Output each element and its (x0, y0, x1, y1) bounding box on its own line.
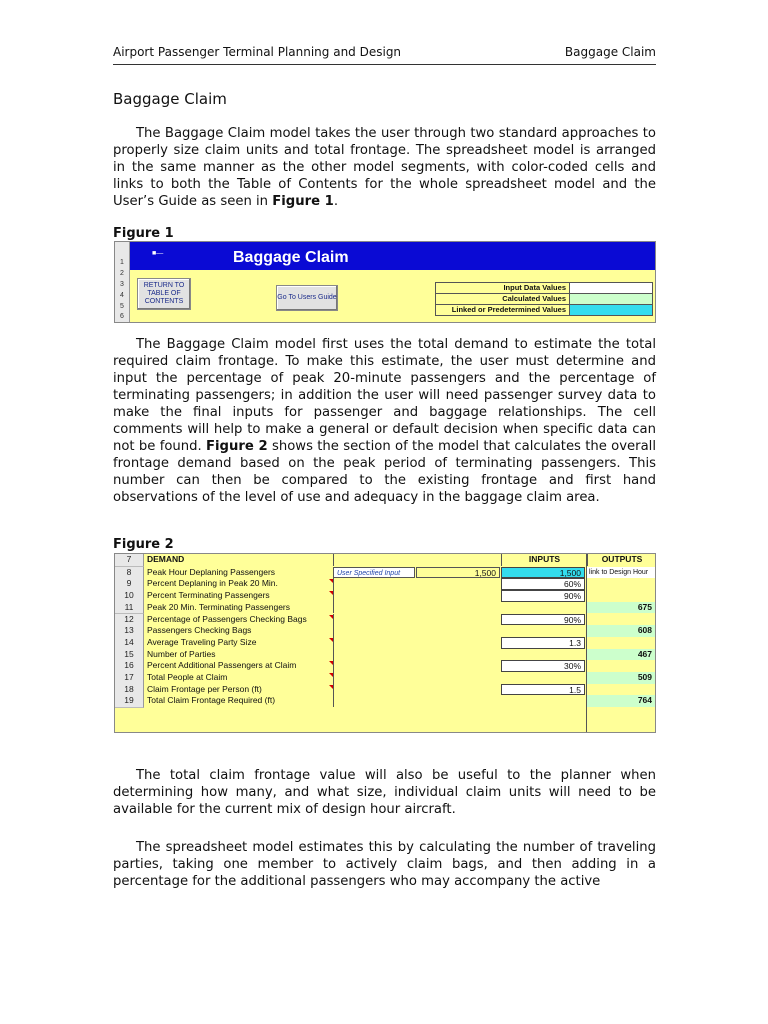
output-cell-empty (587, 590, 655, 602)
input-cell[interactable]: 1.3 (501, 637, 585, 649)
table-row (115, 695, 655, 707)
output-cell: 509 (587, 672, 655, 684)
header-doc-title: Airport Passenger Terminal Planning and Design (113, 45, 402, 59)
row-number: 19 (115, 695, 144, 708)
figure-2-spreadsheet (114, 553, 656, 733)
paragraph-3-text: The total claim frontage value will also be useful to the planner when determining how many, and what size, individual claim units will need to be available for the current mix of design hour aircraft. (113, 768, 656, 817)
legend-label: Linked or Predetermined Values (451, 305, 566, 314)
output-cell: 608 (587, 625, 655, 637)
return-to-toc-button[interactable]: RETURN TO TABLE OF CONTENTS (137, 278, 191, 310)
row-number: 1 (120, 259, 124, 266)
row-number: 6 (120, 313, 124, 320)
comment-indicator-icon[interactable] (329, 638, 333, 642)
paragraph-4-text: The spreadsheet model estimates this by calculating the number of traveling parties, taking one member to actively claim bags, and then adding in a percentage for the additional passengers who may accompany the active (113, 840, 656, 889)
comment-indicator-icon[interactable] (329, 685, 333, 689)
paragraph-3 (113, 767, 656, 818)
inputs-header: INPUTS (501, 554, 587, 566)
note-cell: User Specified Input (333, 567, 415, 579)
table-row (115, 590, 655, 602)
row-numbers (115, 242, 130, 322)
paragraph-2-text: The Baggage Claim model first uses the total demand to estimate the total required claim frontage. To make this estimate, the user must determine and input the percentage of peak 20-minute passengers and the percentage of terminating passengers; in addition the user will need passenger survey data to make the final inputs for passenger and baggage relationships. The cell comments will help to make a general or default decision when specific data can not be found. (113, 337, 656, 454)
table-row (115, 567, 655, 579)
output-cell: 467 (587, 649, 655, 661)
comment-indicator-icon[interactable] (329, 615, 333, 619)
title-bar (130, 242, 655, 270)
row-number: 11 (115, 602, 144, 615)
row-number: 18 (115, 684, 144, 697)
legend-swatch-calculated (569, 294, 652, 304)
row-label: Passengers Checking Bags (146, 625, 334, 637)
logo-icon: ■— (152, 250, 164, 257)
comment-indicator-icon[interactable] (329, 673, 333, 677)
row-label: Peak Hour Deplaning Passengers (146, 567, 334, 579)
output-cell-empty (587, 684, 655, 696)
table-row (115, 625, 655, 637)
legend-row-input (436, 283, 652, 293)
row-label: Total Claim Frontage Required (ft) (146, 695, 334, 707)
demand-header: DEMAND (146, 554, 334, 566)
row-number: 10 (115, 590, 144, 603)
table-row (115, 637, 655, 649)
section-heading: Baggage Claim (113, 90, 227, 108)
legend-swatch-input (569, 283, 652, 293)
row-number: 16 (115, 660, 144, 673)
paragraph-2 (113, 336, 656, 506)
row-number: 12 (115, 614, 144, 627)
row-label: Peak 20 Min. Terminating Passengers (146, 602, 334, 614)
color-legend (435, 282, 653, 316)
row-number: 2 (120, 270, 124, 277)
row-label: Percent Terminating Passengers (146, 590, 334, 602)
row-number: 3 (120, 281, 124, 288)
table-row (115, 649, 655, 661)
figure-1-ref: Figure 1 (272, 194, 334, 209)
figure-2-label: Figure 2 (113, 537, 174, 552)
legend-label: Calculated Values (502, 294, 566, 303)
header-row (115, 554, 655, 566)
paragraph-2-end: shows the section of the model that calculates the overall frontage demand based on the peak period of terminating passengers. This number can then be compared to the existing frontage and first hand observations of the level of use and adequacy in the baggage claim area. (113, 439, 656, 505)
comment-indicator-icon[interactable] (329, 591, 333, 595)
row-number: 9 (115, 578, 144, 591)
page-header (113, 44, 656, 65)
input-cell[interactable]: 1,500 (501, 567, 585, 579)
column-divider (586, 554, 587, 732)
input-cell[interactable]: 30% (501, 660, 585, 672)
go-to-users-guide-button[interactable]: Go To Users Guide (276, 285, 338, 311)
legend-row-calculated (436, 293, 652, 304)
row-label: Number of Parties (146, 649, 334, 661)
output-cell: 764 (587, 695, 655, 707)
row-label: Claim Frontage per Person (ft) (146, 684, 334, 696)
row-number: 7 (115, 554, 144, 567)
comment-indicator-icon[interactable] (329, 661, 333, 665)
output-cell-empty (587, 614, 655, 626)
figure-1-spreadsheet (114, 241, 656, 323)
output-cell-empty (587, 660, 655, 672)
input-cell[interactable]: 90% (501, 590, 585, 602)
row-label: Percent Additional Passengers at Claim (146, 660, 334, 672)
legend-row-linked (436, 304, 652, 315)
row-label: Total People at Claim (146, 672, 334, 684)
legend-label: Input Data Values (503, 283, 566, 292)
row-label: Average Traveling Party Size (146, 637, 334, 649)
paragraph-1 (113, 125, 656, 210)
comment-indicator-icon[interactable] (329, 579, 333, 583)
row-label: Percentage of Passengers Checking Bags (146, 614, 334, 626)
table-row (115, 660, 655, 672)
table-row (115, 602, 655, 614)
row-number: 13 (115, 625, 144, 638)
row-number: 5 (120, 303, 124, 310)
output-cell-empty (587, 637, 655, 649)
specified-value-cell: 1,500 (416, 567, 500, 579)
row-number: 4 (120, 292, 124, 299)
legend-swatch-linked (569, 305, 652, 315)
table-row (115, 672, 655, 684)
table-row (115, 614, 655, 626)
output-cell-empty (587, 578, 655, 590)
input-cell[interactable]: 90% (501, 614, 585, 626)
paragraph-1-end: . (333, 194, 339, 209)
figure-2-ref: Figure 2 (206, 439, 268, 454)
spreadsheet-title: Baggage Claim (233, 249, 349, 266)
paragraph-1-text: The Baggage Claim model takes the user through two standard approaches to properly size claim units and total frontage. The spreadsheet model is arranged in the same manner as the other model segments, with color-coded cells and links to both the Table of Contents for the whole spreadsheet model and the User’s Guide as seen in (113, 126, 656, 209)
figure-1-label: Figure 1 (113, 226, 174, 241)
table-row (115, 578, 655, 590)
row-number: 14 (115, 637, 144, 650)
row-number: 15 (115, 649, 144, 662)
table-row (115, 684, 655, 696)
header-section-title: Baggage Claim (564, 45, 656, 59)
paragraph-4 (113, 839, 656, 890)
input-cell[interactable]: 60% (501, 578, 585, 590)
input-cell[interactable]: 1.5 (501, 684, 585, 696)
row-label: Percent Deplaning in Peak 20 Min. (146, 578, 334, 590)
row-number: 8 (115, 567, 144, 580)
outputs-header: OUTPUTS (587, 554, 656, 566)
row-number: 17 (115, 672, 144, 685)
output-cell: 675 (587, 602, 655, 614)
output-cell: link to Design Hour (587, 567, 655, 579)
